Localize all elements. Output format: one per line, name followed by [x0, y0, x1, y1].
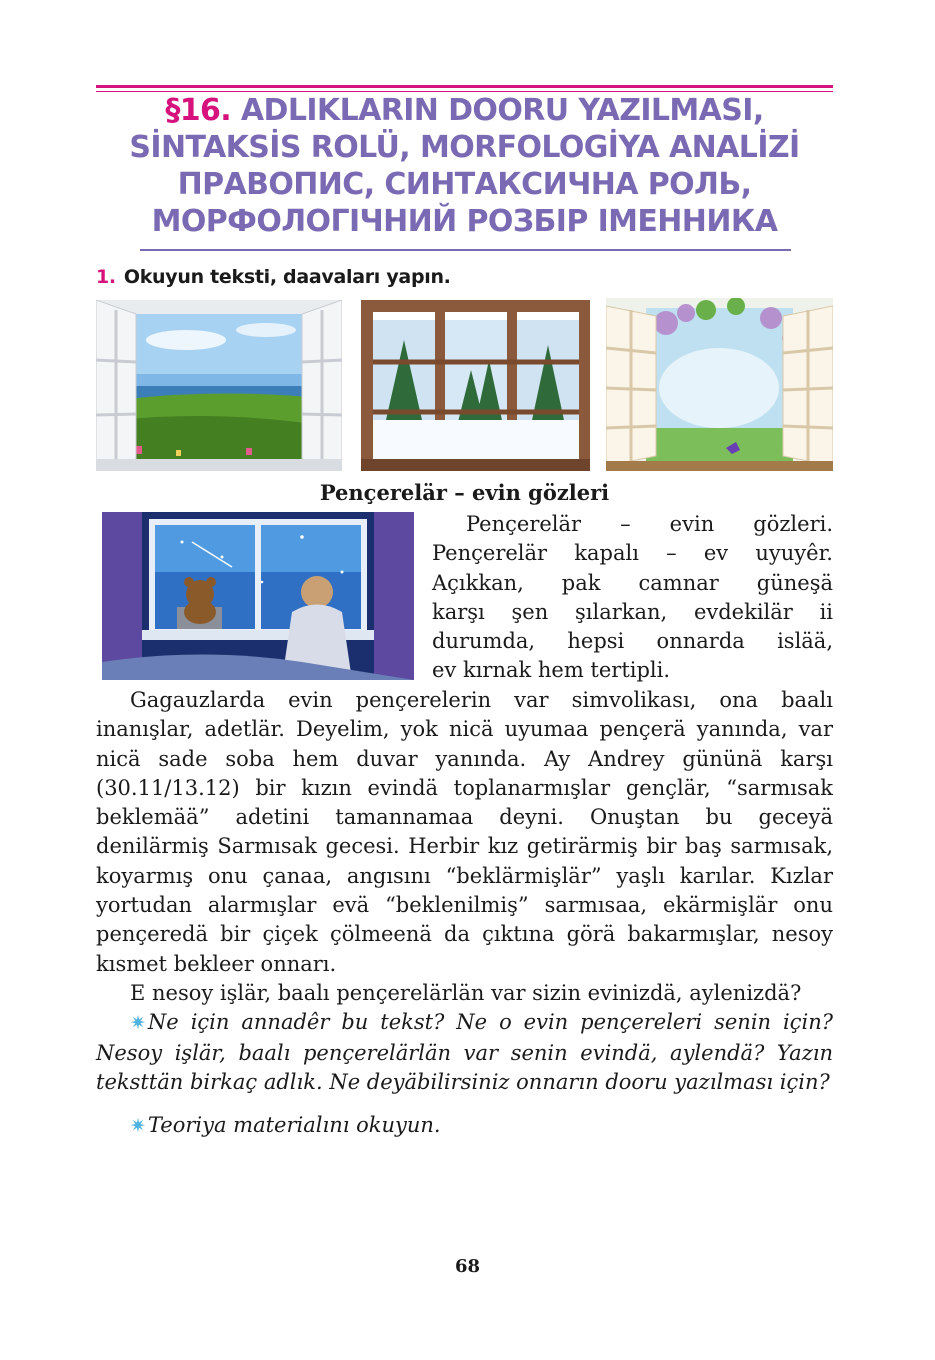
task-text: Okuyun teksti, daavaları yapın.: [123, 266, 451, 288]
side-line-3: Açıkkan, pak camnar güneşä: [432, 570, 833, 595]
title-line-1: §16. ADLIKLARIN DOORU YAZILMASI,: [165, 93, 764, 128]
text-subtitle: Pençerelär – evin gözleri: [319, 480, 610, 505]
star-bullet-icon: ✷: [130, 1115, 146, 1138]
title-line-4: МОРФОЛОГІЧНИЙ РОЗБІР ІМЕННИКА: [151, 204, 778, 239]
paragraph-1: Gagauzlarda evin pençerelerin var simvolikası, ona baalı inanışlar, adetlär. Deyelim, yok nicä uyumaa pençerä yanında, var nicä sade soba hem duvar yanında. Ay Andrey gününä karşı (30.11/13.12) bir kızın evindä toplanarmışlar gençlär, “sarmısak beklemää” adetini tamannamaa deyni. Onuştan bu geceyä denilärmiş Sarmısak gecesi. Herbir kız getirärmiş bir baş sarmısak, koyarmış onu çanaa, angısını “beklärmişlär” yaşlı karılar. Kızlar yortudan alarmışlar evä “beklenilmiş” sarmısaa, ekärmişlär onu pençeredä bir çiçek çölmeenä da çıktına görä bakarmışlar, nesoy kısmet bekleer onnarı.: [96, 688, 833, 976]
side-line-1: Pençerelär – evin gözleri.: [466, 512, 833, 536]
paragraph-2: E nesoy işlär, baalı pençerelärlän var sizin evinizdä, aylenizdä?: [130, 980, 802, 1005]
section-number: §16.: [165, 93, 232, 128]
header-rule-thick: [96, 85, 833, 88]
star-bullet-icon: ✷: [130, 1012, 146, 1035]
title-line-3: ПРАВОПИС, СИНТАКСИЧНА РОЛЬ,: [177, 167, 752, 202]
side-line-5: durumda, hepsi onnarda islää,: [432, 629, 833, 654]
side-line-2: Pençerelär kapalı – ev uyuyêr.: [432, 541, 833, 566]
body-text: [96, 686, 833, 1141]
spring-window-icon: [606, 298, 833, 471]
side-line-6: ev kırnak hem tertipli.: [432, 658, 671, 683]
task-number: 1.: [96, 266, 116, 288]
open-window-sea-icon: [96, 300, 342, 471]
winter-window-icon: [361, 300, 590, 471]
title-underline: [140, 249, 791, 251]
side-line-4: karşı şen şılarkan, evdekilär ii: [432, 599, 833, 624]
task-heading: [96, 266, 451, 288]
side-text: [432, 510, 833, 686]
child-at-window-icon: [102, 512, 414, 680]
question-2: ✷Teoriya materialını okuyun.: [130, 1113, 441, 1138]
page-title: [96, 92, 833, 240]
question-1: ✷Ne için annadêr bu tekst? Ne o evin pençereleri senin için? Nesoy işlär, baalı pençerelärlän var senin evindä, aylendä? Yazın teksttän birkaç adlık. Ne deyäbilirsiniz onnarın dooru yazılması için?: [96, 1010, 833, 1094]
page-number: 68: [454, 1256, 481, 1277]
title-line-2: SİNTAKSİS ROLÜ, MORFOLOGİYA ANALİZİ: [129, 130, 800, 165]
